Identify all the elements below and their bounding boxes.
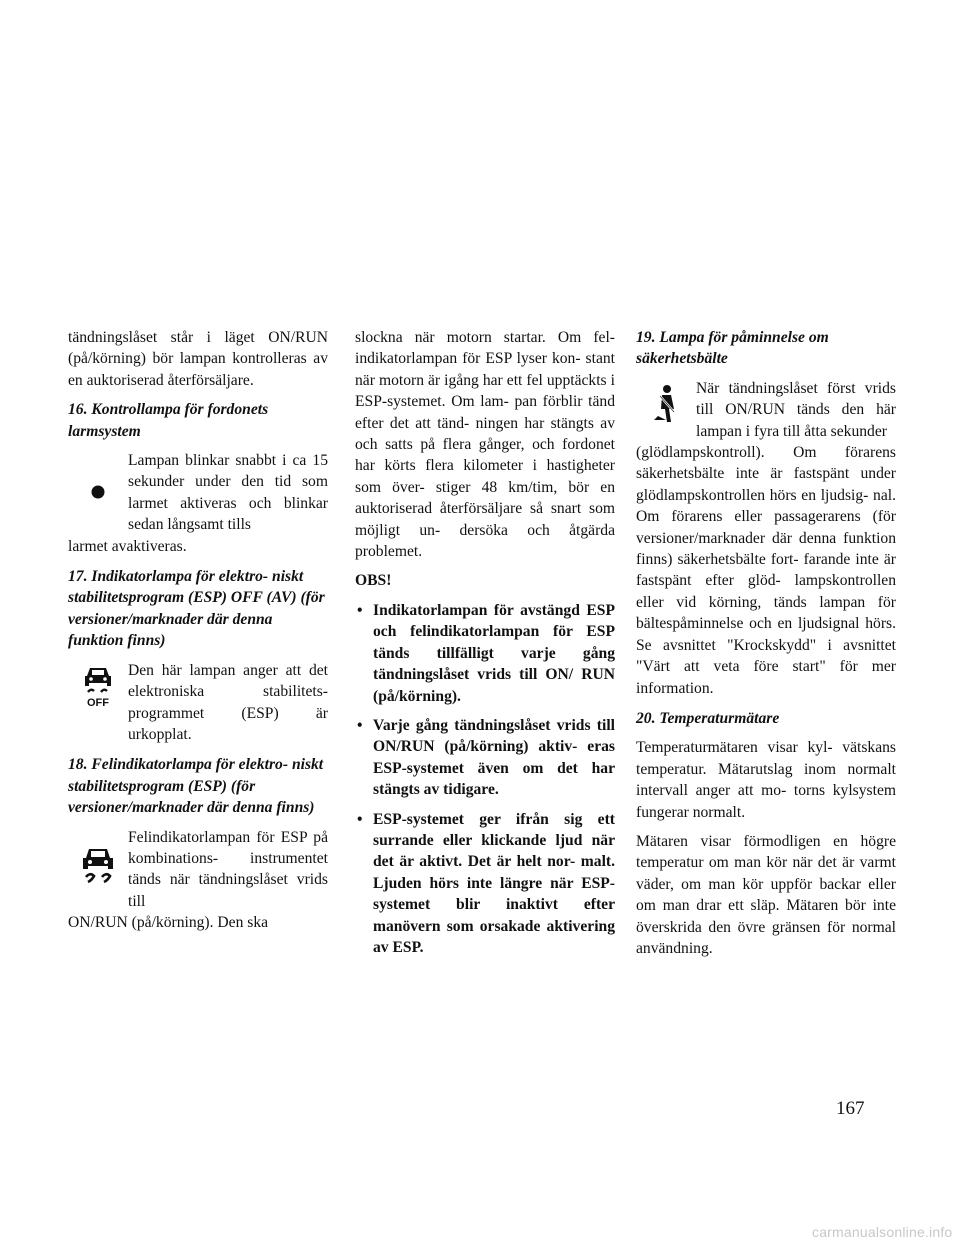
- note-list: [355, 600, 615, 959]
- section-16-text-cont: larmet avaktiveras.: [68, 537, 187, 555]
- esp-off-icon: [68, 660, 128, 708]
- section-19-body: [636, 378, 896, 699]
- note-bullet-2: • Varje gång tändningslåset vrids till ON/RUN (på/körning) aktiv- eras ESP-systemet även om det har stängts av tidigare.: [355, 715, 615, 801]
- section-16-body: [68, 450, 328, 557]
- column-3: [636, 327, 896, 967]
- section-17-body: [68, 660, 328, 746]
- section-20-heading: 20. Temperaturmätare: [636, 709, 780, 727]
- section-19-text: När tändningslåset först vrids till ON/RUN tänds den här lampan i fyra till åtta sekunder: [696, 379, 896, 440]
- esp-off-icon-label: OFF: [87, 696, 109, 708]
- esp-malfunction-icon: [68, 827, 128, 911]
- intro-paragraph: tändningslåset står i läget ON/RUN (på/körning) bör lampan kontrolleras av en auktoriserad återförsäljare.: [68, 329, 328, 389]
- section-17-heading: 17. Indikatorlampa för elektro- niskt stabilitetsprogram (ESP) OFF (AV) (för versioner/marknader där denna funktion finns): [68, 568, 325, 650]
- seatbelt-icon: [636, 378, 696, 424]
- note-heading: OBS!: [355, 572, 392, 590]
- section-19-text-cont: (glödlampskontroll). Om förarens säkerhetsbälte inte är fastspänt under glödlampskontrollen hörs en ljudsig- nal. Om förarens eller passagerarens (för versioner/marknader där denna funktion finns) säkerhetsbälte fort- farande inte är fastspänt efter glöd- lampskontrollen eller vid körning, tänds lampan för bältespåminnelse och en ljudsignal hörs. Se avsnittet "Krockskydd" i avsnittet "Värt att veta före start" för mer information.: [636, 444, 896, 697]
- column-2: [355, 327, 615, 966]
- section-18-text: Felindikatorlampan för ESP på kombinations- instrumentet tänds när tändningslåset vrids till: [128, 828, 328, 910]
- section-18-heading: 18. Felindikatorlampa för elektro- niskt stabilitetsprogram (ESP) (för versioner/marknader där denna finns): [68, 756, 324, 817]
- page-number: 167: [836, 1098, 865, 1119]
- section-16-heading: 16. Kontrollampa för fordonets larmsystem: [68, 401, 269, 440]
- section-16-text: Lampan blinkar snabbt i ca 15 sekunder under den tid som larmet aktiveras och blinkar sedan långsamt tills: [128, 452, 328, 534]
- note-bullet-1: • Indikatorlampan för avstängd ESP och felindikatorlampan för ESP tänds tillfälligt varje gång tändningslåset vrids till ON/ RUN (på/körning).: [355, 600, 615, 707]
- section-20-paragraph-2: Mätaren visar förmodligen en högre temperatur om man kör när det är varmt väder, om man kör uppför backar eller om man drar ett släp. Mätaren bör inte överskrida den övre gränsen för normal användning.: [636, 832, 896, 957]
- section-18-body: [68, 827, 328, 934]
- section-20-paragraph-1: Temperaturmätaren visar kyl- vätskans temperatur. Mätarutslag inom normalt intervall anger att mo- torns kylsystem fungerar normalt.: [636, 739, 896, 821]
- section-17-text: Den här lampan anger att det elektroniska stabilitets- programmet (ESP) är urkopplat.: [128, 661, 328, 743]
- section-18-text-cont: ON/RUN (på/körning). Den ska: [68, 914, 269, 932]
- note-bullet-3: • ESP-systemet ger ifrån sig ett surrande eller klickande ljud när det är aktivt. Det är helt nor- malt. Ljuden hörs inte längre när ESP-systemet blir inaktivt efter manövern som orsakade aktivering av ESP.: [355, 809, 615, 959]
- watermark: carmanualsonline.info: [812, 1224, 953, 1240]
- column-1: [68, 327, 328, 943]
- security-alarm-icon: [68, 450, 128, 534]
- esp-continued-paragraph: slockna när motorn startar. Om fel- indikatorlampan för ESP lyser kon- stant när motorn är igång har ett fel upptäckts i ESP-systemet. Om lam- pan förblir tänd efter det att tänd- ningen har stängts av och satts på flera gånger, och fordonet har körts flera kilometer i hastigheter som över- stiger 48 km/tim, bör en auktoriserad återförsäljare så snart som möjligt un- dersöka och åtgärda problemet.: [355, 329, 615, 561]
- section-19-heading: 19. Lampa för påminnelse om säkerhetsbälte: [636, 329, 829, 368]
